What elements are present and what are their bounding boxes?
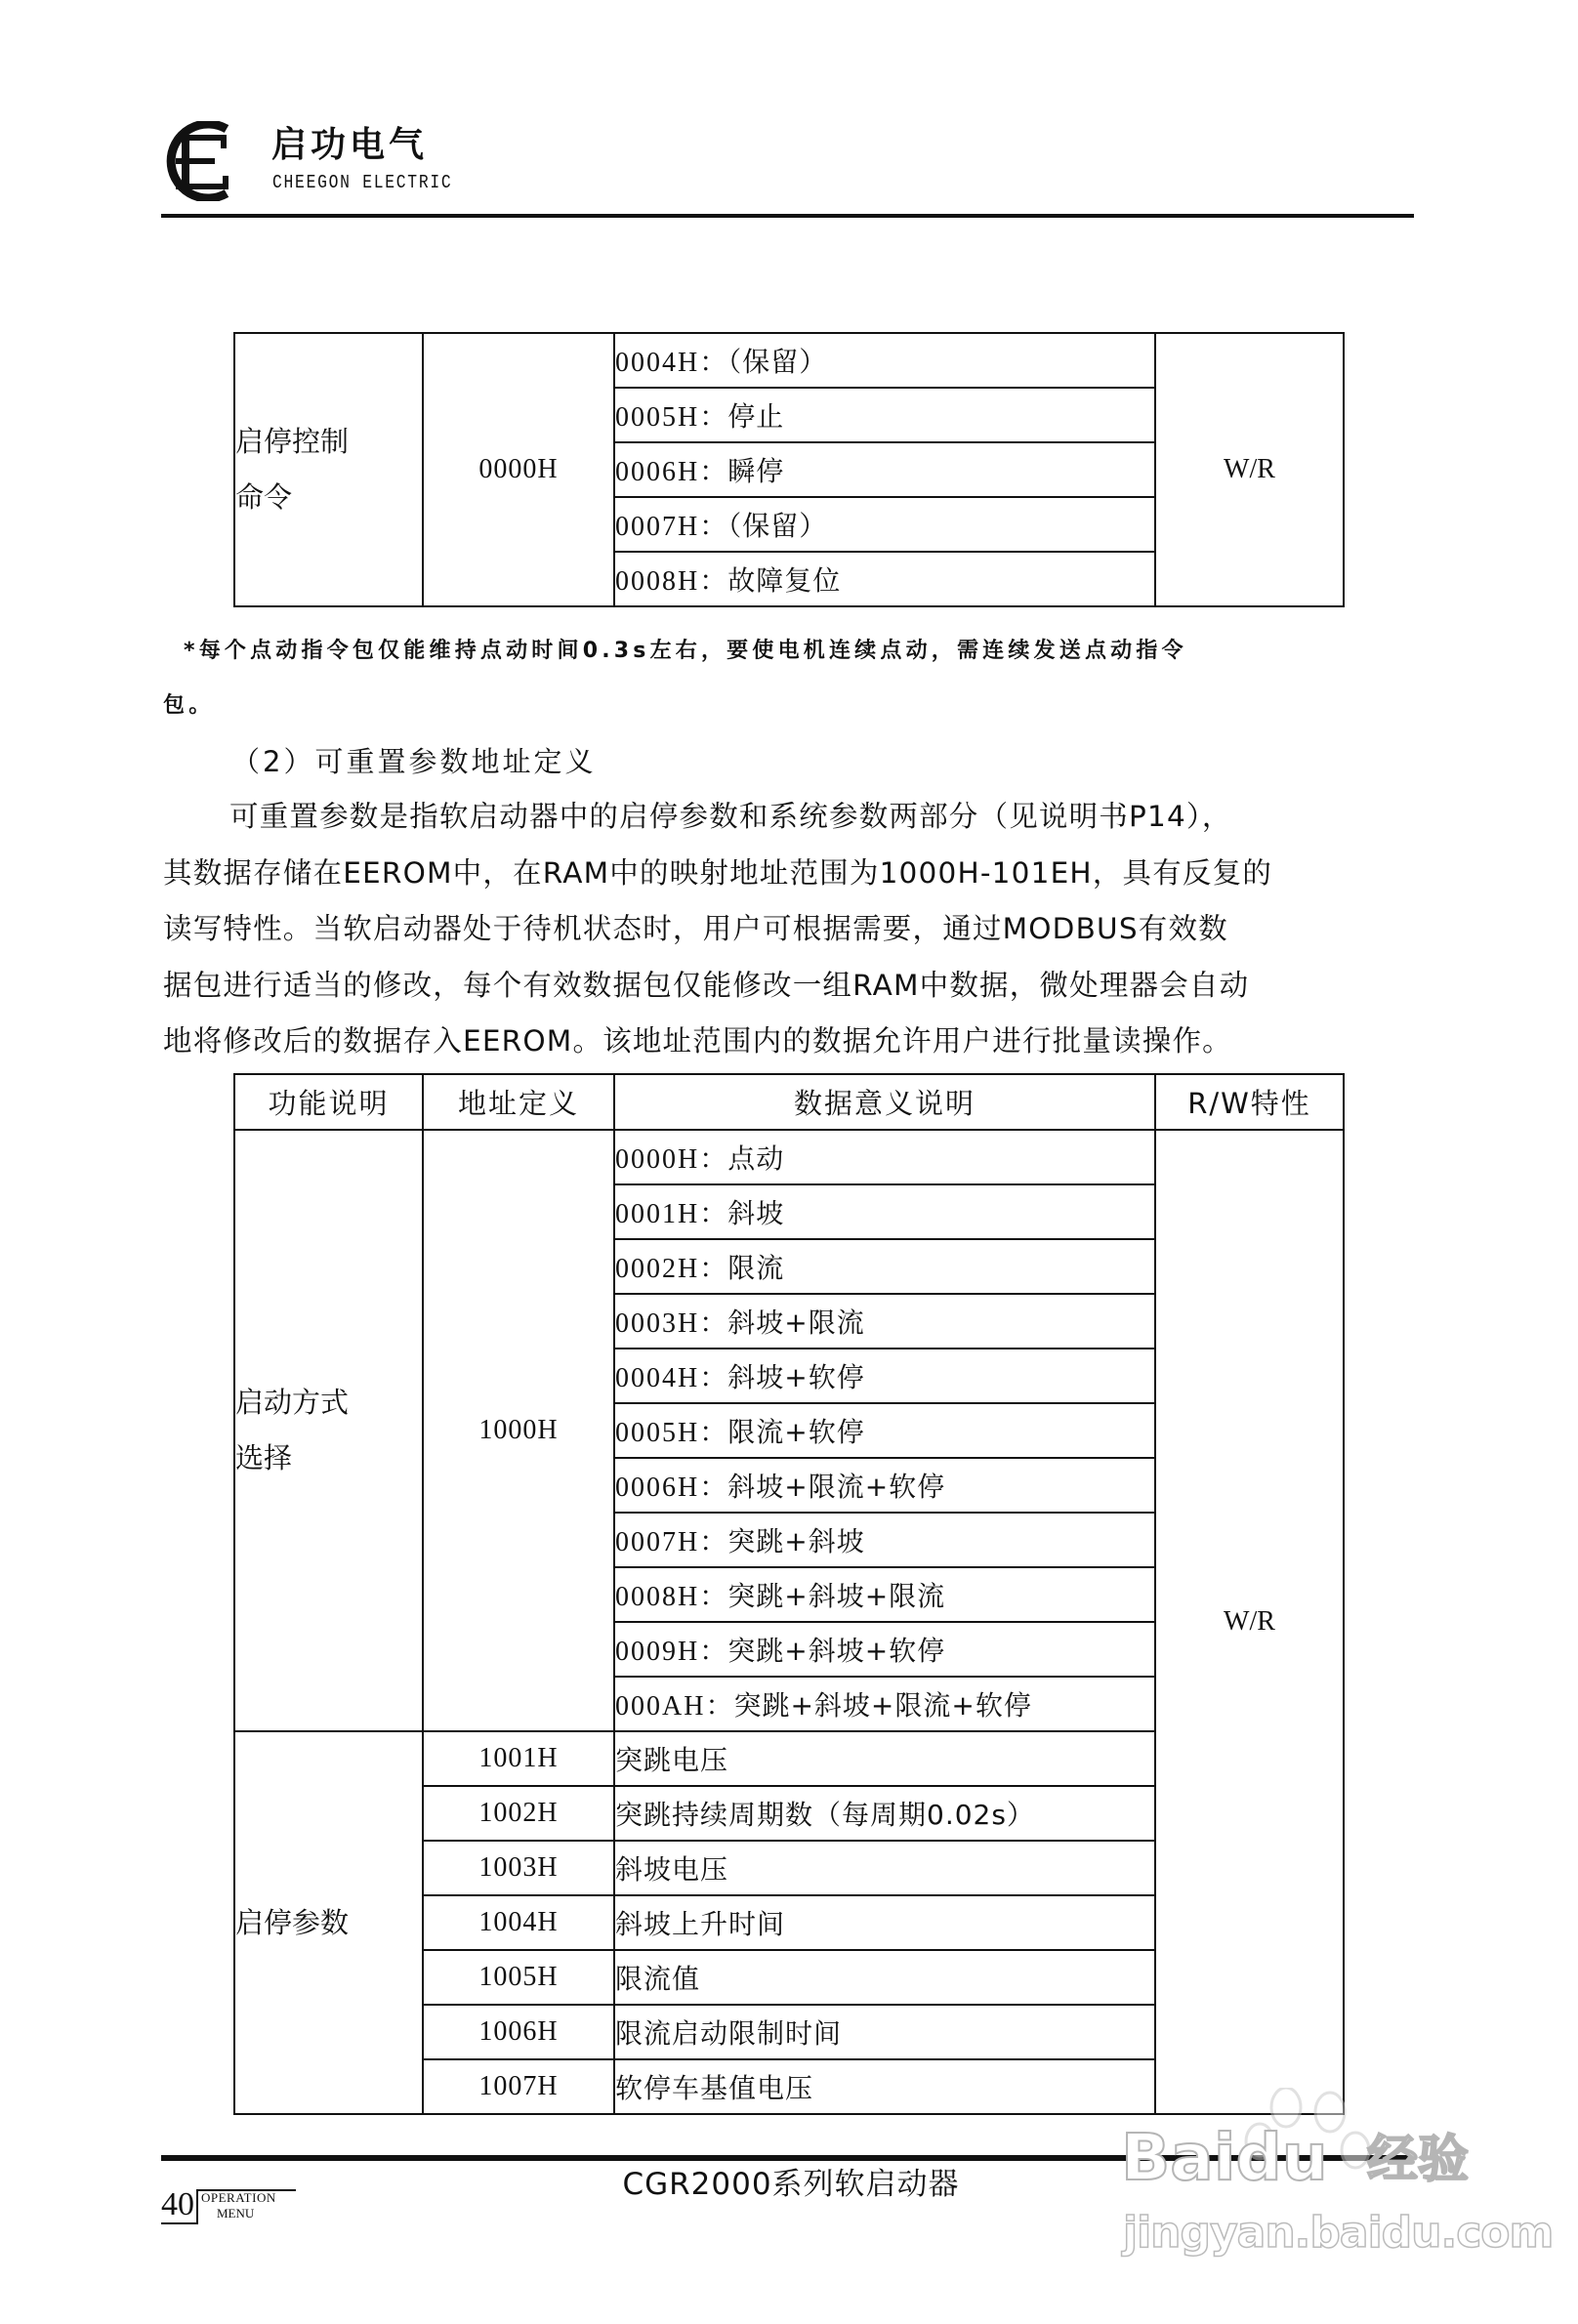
- address-cell: 1007H: [423, 2059, 614, 2114]
- value-meaning: 突跳+斜坡+限流+软停: [733, 1689, 1032, 1722]
- value-code: 0004H: [615, 348, 700, 378]
- meaning-cell: [614, 1130, 1155, 1184]
- address-cell: 1000H: [423, 1130, 614, 1731]
- table-row: [234, 333, 1344, 388]
- paragraph-line: 可重置参数是指软启动器中的启停参数和系统参数两部分（见说明书P14），: [229, 800, 1232, 833]
- paragraph-line: 读写特性。当软启动器处于待机状态时，用户可根据需要，通过MODBUS有效数: [163, 912, 1228, 945]
- paragraph-line: 其数据存储在EEROM中，在RAM中的映射地址范围为1000H-101EH，具有反复的: [163, 855, 1273, 890]
- section-heading: （2）可重置参数地址定义: [231, 745, 597, 778]
- address-cell: 1004H: [423, 1895, 614, 1950]
- header-divider: [161, 214, 1414, 218]
- page-section-label-line1: OPERATION: [201, 2190, 276, 2205]
- separator: ：: [699, 1252, 728, 1284]
- value-code: 0006H: [615, 1473, 700, 1503]
- address-cell: 1003H: [423, 1841, 614, 1895]
- column-header-rw: R/W特性: [1155, 1074, 1344, 1130]
- rw-cell: W/R: [1155, 333, 1344, 606]
- meaning-cell: 限流值: [614, 1950, 1155, 2005]
- value-code: 0005H: [615, 1418, 700, 1448]
- meaning-cell: [614, 1294, 1155, 1349]
- section-paragraph: [163, 789, 1423, 1070]
- value-code: 0007H: [615, 512, 700, 542]
- meaning-cell: [614, 552, 1155, 606]
- separator: ：: [699, 1197, 728, 1229]
- meaning-cell: [614, 333, 1155, 388]
- meaning-cell: 斜坡上升时间: [614, 1895, 1155, 1950]
- value-code: 0006H: [615, 457, 700, 487]
- meaning-cell: [614, 1458, 1155, 1513]
- page-number: 40: [161, 2186, 194, 2222]
- meaning-cell: [614, 1513, 1155, 1567]
- address-cell: 0000H: [423, 333, 614, 606]
- separator: ：: [705, 1689, 734, 1722]
- column-header-address: 地址定义: [423, 1074, 614, 1130]
- value-code: 0008H: [615, 1582, 700, 1612]
- meaning-cell: [614, 1403, 1155, 1458]
- value-code: 000AH: [615, 1691, 706, 1722]
- meaning-cell: [614, 1622, 1155, 1677]
- company-logo-mark: [156, 121, 252, 201]
- resettable-parameter-table: [233, 1073, 1345, 2115]
- meaning-cell: 限流启动限制时间: [614, 2005, 1155, 2059]
- value-code: 0001H: [615, 1199, 700, 1229]
- page-section-label-line2: MENU: [217, 2206, 255, 2220]
- value-meaning: 限流+软停: [727, 1416, 865, 1448]
- ce-logo-icon: [156, 121, 252, 201]
- value-meaning: 停止: [727, 400, 785, 433]
- value-code: 0007H: [615, 1527, 700, 1557]
- function-label-line1: 启停控制: [235, 425, 350, 458]
- separator: ：: [699, 1416, 728, 1448]
- watermark-brand-cn: 经验: [1367, 2131, 1470, 2189]
- meaning-cell: [614, 1349, 1155, 1403]
- value-code: 0004H: [615, 1363, 700, 1393]
- value-meaning: （保留）: [727, 346, 828, 378]
- watermark-url: jingyan.baidu.com: [1123, 2208, 1554, 2258]
- meaning-cell: [614, 388, 1155, 442]
- footer-product-title: CGR2000系列软启动器: [622, 2167, 960, 2202]
- meaning-cell: [614, 1567, 1155, 1622]
- footnote-line2: 包。: [163, 693, 215, 718]
- footnote: [163, 624, 1416, 733]
- function-cell: [234, 333, 423, 606]
- value-meaning: 斜坡: [727, 1197, 785, 1229]
- value-meaning: 斜坡+限流+软停: [727, 1471, 946, 1503]
- function-cell: 启停参数: [234, 1731, 423, 2114]
- address-cell: 1001H: [423, 1731, 614, 1786]
- value-code: 0005H: [615, 402, 700, 433]
- separator: ：: [699, 510, 728, 542]
- table-header-row: [234, 1074, 1344, 1130]
- table-row: [234, 1130, 1344, 1184]
- value-code: 0002H: [615, 1254, 700, 1284]
- address-cell: 1006H: [423, 2005, 614, 2059]
- separator: ：: [699, 1307, 728, 1339]
- start-stop-command-table: [233, 332, 1345, 607]
- separator: ：: [699, 346, 728, 378]
- separator: ：: [699, 1525, 728, 1557]
- meaning-cell: [614, 1677, 1155, 1731]
- separator: ：: [699, 1361, 728, 1393]
- brand-name-cn: 启功电气: [271, 124, 429, 165]
- watermark-brand-du: du: [1235, 2120, 1328, 2195]
- value-meaning: 限流: [727, 1252, 785, 1284]
- address-cell: 1005H: [423, 1950, 614, 2005]
- function-label-line1: 启动方式: [235, 1386, 350, 1419]
- meaning-cell: [614, 497, 1155, 552]
- value-code: 0000H: [615, 1144, 700, 1175]
- separator: ：: [699, 564, 728, 597]
- value-meaning: 故障复位: [727, 564, 842, 597]
- function-cell: [234, 1130, 423, 1731]
- separator: ：: [699, 455, 728, 487]
- meaning-cell: 突跳持续周期数（每周期0.02s）: [614, 1786, 1155, 1841]
- separator: ：: [699, 1635, 728, 1667]
- meaning-cell: [614, 1184, 1155, 1239]
- meaning-cell: [614, 442, 1155, 497]
- value-code: 0009H: [615, 1637, 700, 1667]
- separator: ：: [699, 1580, 728, 1612]
- value-code: 0008H: [615, 566, 700, 597]
- address-cell: 1002H: [423, 1786, 614, 1841]
- paragraph-line: 地将修改后的数据存入EEROM。该地址范围内的数据允许用户进行批量读操作。: [163, 1024, 1232, 1058]
- function-label-line2: 命令: [235, 480, 293, 514]
- meaning-cell: [614, 1239, 1155, 1294]
- column-header-meaning: 数据意义说明: [614, 1074, 1155, 1130]
- watermark-brand: [1121, 2120, 1328, 2195]
- footnote-line1: *每个点动指令包仅能维持点动时间0.3s左右，要使电机连续点动，需连续发送点动指令: [184, 639, 1187, 663]
- meaning-cell: 斜坡电压: [614, 1841, 1155, 1895]
- watermark-brand-bai: Bai: [1121, 2120, 1236, 2195]
- separator: ：: [699, 1142, 728, 1175]
- separator: ：: [699, 1471, 728, 1503]
- value-meaning: 斜坡+软停: [727, 1361, 865, 1393]
- value-code: 0003H: [615, 1308, 700, 1339]
- column-header-function: 功能说明: [234, 1074, 423, 1130]
- value-meaning: 突跳+斜坡+限流: [727, 1580, 946, 1612]
- separator: ：: [699, 400, 728, 433]
- rw-cell: W/R: [1155, 1130, 1344, 2114]
- paragraph-line: 据包进行适当的修改，每个有效数据包仅能修改一组RAM中数据，微处理器会自动: [163, 968, 1250, 1002]
- value-meaning: 突跳+斜坡: [727, 1525, 865, 1557]
- value-meaning: 突跳+斜坡+软停: [727, 1635, 946, 1667]
- value-meaning: 斜坡+限流: [727, 1307, 865, 1339]
- value-meaning: 瞬停: [727, 455, 785, 487]
- meaning-cell: 软停车基值电压: [614, 2059, 1155, 2114]
- brand-name-en: CHEEGON ELECTRIC: [272, 172, 453, 193]
- value-meaning: 点动: [727, 1142, 785, 1175]
- function-label-line2: 选择: [235, 1441, 293, 1474]
- meaning-cell: 突跳电压: [614, 1731, 1155, 1786]
- value-meaning: （保留）: [727, 510, 828, 542]
